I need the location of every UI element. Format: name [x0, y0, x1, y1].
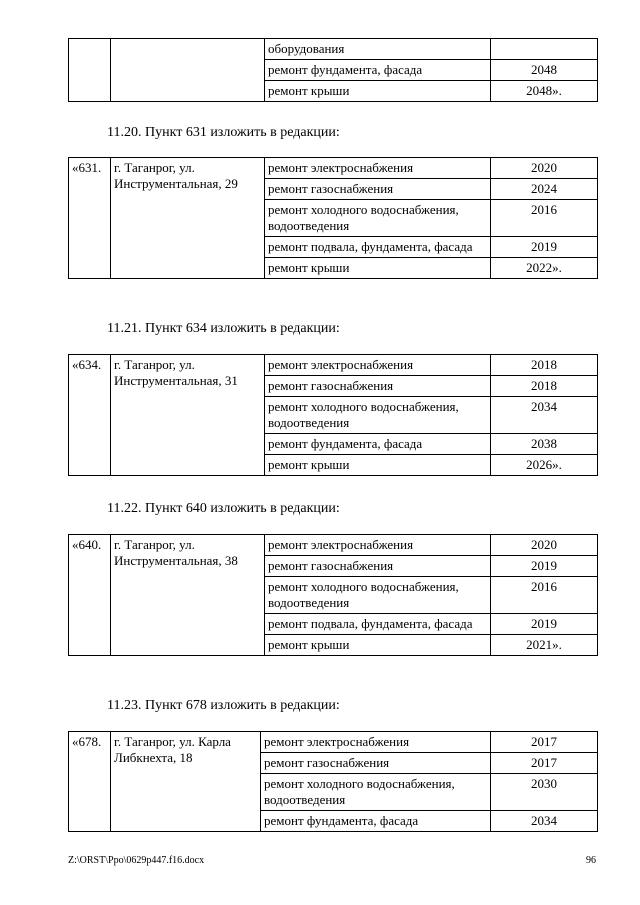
year-cell: 2021».	[491, 635, 598, 656]
year-cell: 2020	[491, 158, 598, 179]
work-cell: ремонт холодного водоснабжения, водоотведения	[265, 200, 491, 237]
table-row	[69, 732, 598, 753]
work-cell: ремонт холодного водоснабжения, водоотведения	[261, 774, 491, 811]
work-cell: ремонт крыши	[265, 635, 491, 656]
num-cell	[69, 39, 111, 102]
work-cell: ремонт фундамента, фасада	[265, 60, 491, 81]
year-cell: 2019	[491, 614, 598, 635]
year-cell: 2018	[491, 376, 598, 397]
work-cell: ремонт подвала, фундамента, фасада	[265, 614, 491, 635]
work-cell: ремонт электроснабжения	[265, 355, 491, 376]
work-cell: ремонт холодного водоснабжения, водоотведения	[265, 397, 491, 434]
year-cell: 2034	[491, 397, 598, 434]
year-cell: 2022».	[491, 258, 598, 279]
work-cell: ремонт газоснабжения	[261, 753, 491, 774]
table-row	[69, 39, 598, 60]
work-cell: ремонт подвала, фундамента, фасада	[265, 237, 491, 258]
work-cell: ремонт крыши	[265, 455, 491, 476]
section-heading: 11.20. Пункт 631 изложить в редакции:	[107, 125, 340, 140]
table-row	[69, 158, 598, 179]
item-number: «631.	[69, 158, 111, 279]
continuation-table	[68, 38, 598, 102]
work-cell: ремонт газоснабжения	[265, 376, 491, 397]
year-cell: 2048».	[491, 81, 598, 102]
section-heading: 11.22. Пункт 640 изложить в редакции:	[107, 501, 340, 516]
work-cell: ремонт холодного водоснабжения, водоотведения	[265, 577, 491, 614]
year-cell: 2016	[491, 577, 598, 614]
section-heading: 11.21. Пункт 634 изложить в редакции:	[107, 321, 340, 336]
work-cell: ремонт крыши	[265, 258, 491, 279]
work-cell: оборудования	[265, 39, 491, 60]
work-cell: ремонт электроснабжения	[265, 535, 491, 556]
item-number: «634.	[69, 355, 111, 476]
work-cell: ремонт крыши	[265, 81, 491, 102]
year-cell: 2017	[491, 753, 598, 774]
section-table	[68, 731, 598, 832]
year-cell: 2048	[491, 60, 598, 81]
year-cell: 2038	[491, 434, 598, 455]
address: г. Таганрог, ул. Инструментальная, 31	[111, 355, 265, 476]
work-cell: ремонт электроснабжения	[265, 158, 491, 179]
address: г. Таганрог, ул. Инструментальная, 29	[111, 158, 265, 279]
work-cell: ремонт фундамента, фасада	[265, 434, 491, 455]
year-cell: 2026».	[491, 455, 598, 476]
address: г. Таганрог, ул. Карла Либкнехта, 18	[111, 732, 261, 832]
item-number: «640.	[69, 535, 111, 656]
footer-file-path: Z:\ORST\Ppo\0629p447.f16.docx	[68, 855, 205, 866]
work-cell: ремонт газоснабжения	[265, 179, 491, 200]
section-table	[68, 157, 598, 279]
section-heading: 11.23. Пункт 678 изложить в редакции:	[107, 698, 340, 713]
year-cell: 2020	[491, 535, 598, 556]
year-cell: 2030	[491, 774, 598, 811]
year-cell: 2024	[491, 179, 598, 200]
year-cell: 2018	[491, 355, 598, 376]
section-table	[68, 534, 598, 656]
work-cell: ремонт газоснабжения	[265, 556, 491, 577]
address: г. Таганрог, ул. Инструментальная, 38	[111, 535, 265, 656]
year-cell: 2016	[491, 200, 598, 237]
year-cell	[491, 39, 598, 60]
year-cell: 2034	[491, 811, 598, 832]
work-cell: ремонт фундамента, фасада	[261, 811, 491, 832]
section-table	[68, 354, 598, 476]
year-cell: 2017	[491, 732, 598, 753]
address-cell	[111, 39, 265, 102]
table-row	[69, 535, 598, 556]
table-row	[69, 355, 598, 376]
year-cell: 2019	[491, 237, 598, 258]
item-number: «678.	[69, 732, 111, 832]
year-cell: 2019	[491, 556, 598, 577]
work-cell: ремонт электроснабжения	[261, 732, 491, 753]
page-number: 96	[586, 855, 596, 866]
